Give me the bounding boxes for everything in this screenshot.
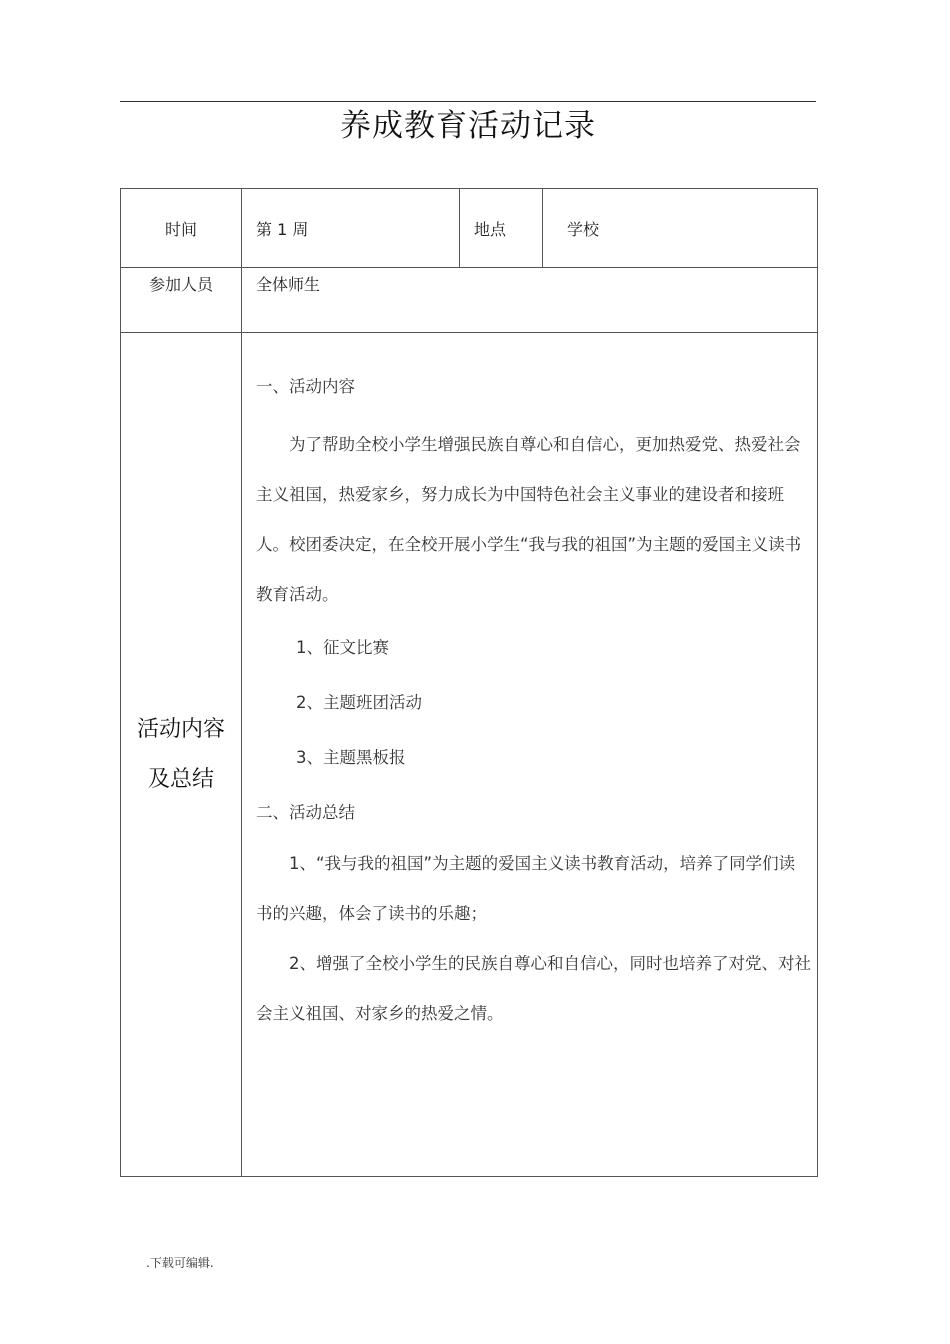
table-row-participants <box>121 268 818 333</box>
record-table <box>120 188 818 1177</box>
time-label: 时间 <box>121 189 242 268</box>
table-row-time <box>121 189 818 268</box>
section1-heading: 一、活动内容 <box>256 377 355 396</box>
place-label: 地点 <box>460 189 543 268</box>
footer-note: .下载可编辑. <box>146 1256 214 1270</box>
content-label-line2: 及总结 <box>147 766 214 792</box>
section2-heading: 二、活动总结 <box>256 803 355 822</box>
time-value: 第 1 周 <box>242 189 460 268</box>
list-item: 2、主题班团活动 <box>296 693 422 712</box>
place-value: 学校 <box>543 189 818 268</box>
content-label-line1: 活动内容 <box>136 716 225 742</box>
participants-value: 全体师生 <box>242 268 818 333</box>
summary-2: 2、增强了全校小学生的民族自尊心和自信心，同时也培养了对党、对社会主义祖国、对家乡的热爱之情。 <box>256 954 811 1023</box>
intro-paragraph: 为了帮助全校小学生增强民族自尊心和自信心，更加热爱党、热爱社会主义祖国，热爱家乡，努力成长为中国特色社会主义事业的建设者和接班人。校团委决定，在全校开展小学生“我与我的祖国”为主题的爱国主义读书教育活动。 <box>256 435 802 604</box>
content-cell <box>242 333 818 1177</box>
participants-label: 参加人员 <box>121 268 242 333</box>
list-item: 1、征文比赛 <box>296 638 389 657</box>
page-title: 养成教育活动记录 <box>340 108 596 144</box>
table-row-content <box>121 333 818 1177</box>
header-rule <box>120 101 816 102</box>
list-item: 3、主题黑板报 <box>296 748 406 767</box>
content-label <box>121 333 242 1177</box>
summary-1: 1、“我与我的祖国”为主题的爱国主义读书教育活动，培养了同学们读书的兴趣，体会了读书的乐趣； <box>256 854 796 923</box>
